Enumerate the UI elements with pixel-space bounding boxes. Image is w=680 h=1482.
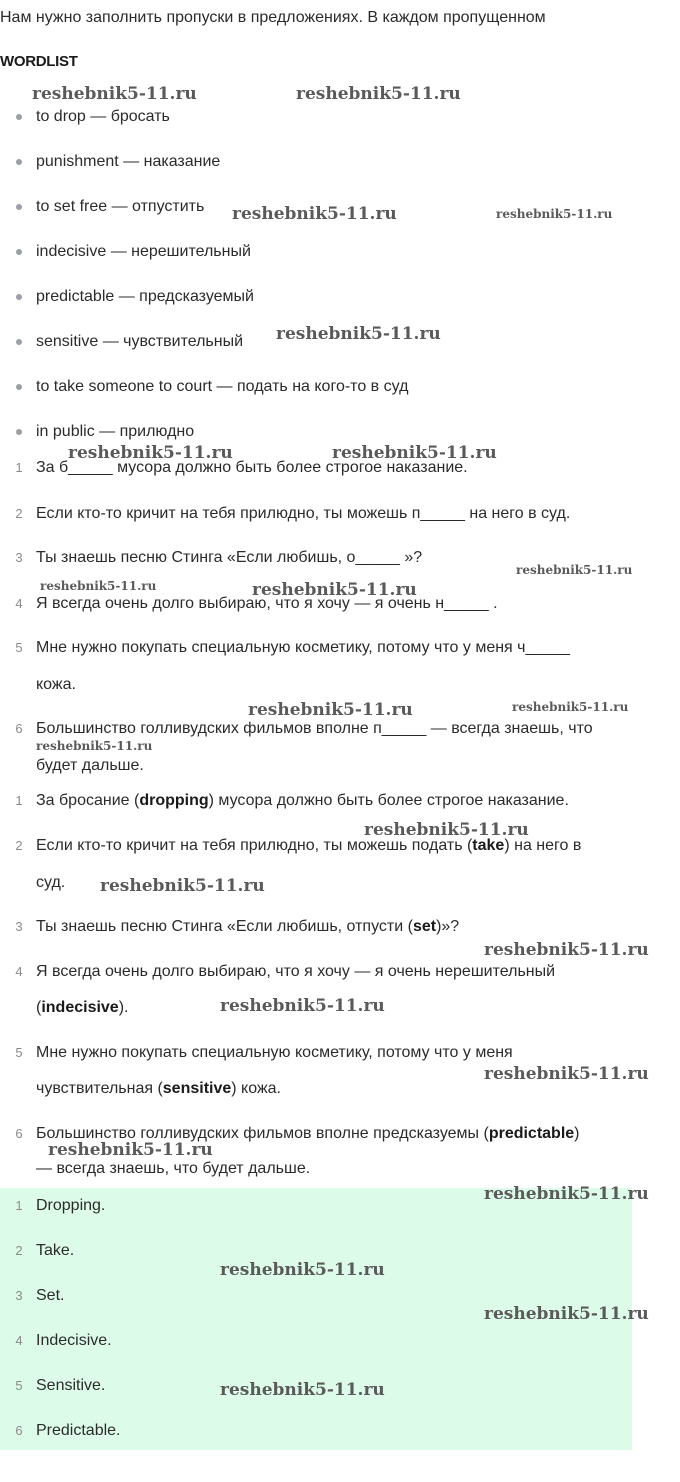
watermark: reshebnik5-11.ru xyxy=(220,1260,385,1280)
answer-word: set xyxy=(412,918,437,935)
task-item: Я всегда очень долго выбираю, что я хочу — я очень н_____ . xyxy=(36,595,498,612)
task-item: Если кто-то кричит на тебя прилюдно, ты можешь п_____ на него в суд. xyxy=(36,505,571,522)
watermark: reshebnik5-11.ru xyxy=(68,443,233,463)
wordlist-item: to set free — отпустить xyxy=(36,198,205,215)
wordlist-item: to drop — бросать xyxy=(36,108,170,125)
bullet-icon xyxy=(16,384,22,390)
translation-item-continuation: чувствительная (sensitive) кожа. xyxy=(36,1080,281,1097)
watermark: reshebnik5-11.ru xyxy=(248,700,413,720)
item-number: 3 xyxy=(15,550,23,565)
item-number: 6 xyxy=(15,721,23,736)
item-number: 6 xyxy=(15,1423,23,1438)
task-item: Ты знаешь песню Стинга «Если любишь, о_____ »? xyxy=(36,549,423,566)
intro-text: Нам нужно заполнить пропуски в предложениях. В каждом пропущенном xyxy=(0,9,546,26)
item-number: 5 xyxy=(15,640,23,655)
watermark: reshebnik5-11.ru xyxy=(100,876,265,896)
item-number: 1 xyxy=(15,793,23,808)
item-number: 3 xyxy=(15,919,23,934)
item-number: 4 xyxy=(15,1333,23,1348)
watermark: reshebnik5-11.ru xyxy=(232,204,397,224)
item-number: 1 xyxy=(15,460,23,475)
answer-item: Predictable. xyxy=(36,1422,121,1439)
item-number: 2 xyxy=(15,1243,23,1258)
watermark: reshebnik5-11.ru xyxy=(512,700,629,714)
item-number: 1 xyxy=(15,1198,23,1213)
bullet-icon xyxy=(16,429,22,435)
translation-item: Если кто-то кричит на тебя прилюдно, ты можешь подать (take) на него в xyxy=(36,837,582,854)
watermark: reshebnik5-11.ru xyxy=(32,84,197,104)
translation-item-continuation: — всегда знаешь, что будет дальше. xyxy=(36,1160,311,1177)
watermark: reshebnik5-11.ru xyxy=(332,443,497,463)
wordlist-heading: WORDLIST xyxy=(0,53,78,70)
bullet-icon xyxy=(16,249,22,255)
watermark: reshebnik5-11.ru xyxy=(252,580,417,600)
translation-item: Мне нужно покупать специальную косметику, потому что у меня xyxy=(36,1044,513,1061)
bullet-icon xyxy=(16,294,22,300)
wordlist-item: predictable — предсказуемый xyxy=(36,288,254,305)
item-number: 3 xyxy=(15,1288,23,1303)
wordlist-item: indecisive — нерешительный xyxy=(36,243,251,260)
bullet-icon xyxy=(16,339,22,345)
wordlist-item: punishment — наказание xyxy=(36,153,221,170)
task-item-continuation: будет дальше. xyxy=(36,757,144,774)
translation-item: За бросание (dropping) мусора должно быть более строгое наказание. xyxy=(36,792,569,809)
item-number: 5 xyxy=(15,1045,23,1060)
answer-item: Set. xyxy=(36,1287,65,1304)
item-number: 6 xyxy=(15,1126,23,1141)
watermark: reshebnik5-11.ru xyxy=(496,207,613,221)
watermark: reshebnik5-11.ru xyxy=(516,563,633,577)
item-number: 2 xyxy=(15,838,23,853)
task-item: Большинство голливудских фильмов вполне п_____ — всегда знаешь, что xyxy=(36,720,593,737)
answer-word: take xyxy=(472,837,505,854)
item-number: 2 xyxy=(15,506,23,521)
task-item: Мне нужно покупать специальную косметику, потому что у меня ч_____ xyxy=(36,639,570,656)
answer-item: Sensitive. xyxy=(36,1377,106,1394)
item-number: 5 xyxy=(15,1378,23,1393)
answer-item: Take. xyxy=(36,1242,75,1259)
answer-item: Indecisive. xyxy=(36,1332,112,1349)
item-number: 4 xyxy=(15,964,23,979)
watermark: reshebnik5-11.ru xyxy=(40,579,157,593)
watermark: reshebnik5-11.ru xyxy=(484,940,649,960)
wordlist-item: in public — прилюдно xyxy=(36,423,195,440)
task-item-continuation: кожа. xyxy=(36,676,76,693)
watermark: reshebnik5-11.ru xyxy=(364,820,529,840)
answer-word: dropping xyxy=(139,792,209,809)
wordlist-item: sensitive — чувствительный xyxy=(36,333,244,350)
bullet-icon xyxy=(16,114,22,120)
answer-item: Dropping. xyxy=(36,1197,106,1214)
translation-item: Я всегда очень долго выбираю, что я хочу — я очень нерешительный xyxy=(36,963,556,980)
task-item: За б_____ мусора должно быть более строгое наказание. xyxy=(36,459,468,476)
watermark: reshebnik5-11.ru xyxy=(484,1184,649,1204)
bullet-icon xyxy=(16,204,22,210)
watermark: reshebnik5-11.ru xyxy=(484,1064,649,1084)
translation-item: Ты знаешь песню Стинга «Если любишь, отпусти (set)»? xyxy=(36,918,460,935)
answer-word: sensitive xyxy=(162,1080,232,1097)
watermark: reshebnik5-11.ru xyxy=(48,1140,213,1160)
wordlist-item: to take someone to court — подать на кого-то в суд xyxy=(36,378,409,395)
watermark: reshebnik5-11.ru xyxy=(220,996,385,1016)
answer-word: predictable xyxy=(488,1125,575,1142)
bullet-icon xyxy=(16,159,22,165)
watermark: reshebnik5-11.ru xyxy=(296,84,461,104)
watermark: reshebnik5-11.ru xyxy=(484,1304,649,1324)
translation-item-continuation: (indecisive). xyxy=(36,999,129,1016)
answer-word: indecisive xyxy=(41,999,119,1016)
watermark: reshebnik5-11.ru xyxy=(276,324,441,344)
watermark: reshebnik5-11.ru xyxy=(36,739,153,753)
translation-item-continuation: суд. xyxy=(36,874,66,891)
watermark: reshebnik5-11.ru xyxy=(220,1380,385,1400)
translation-item: Большинство голливудских фильмов вполне предсказуемы (predictable) xyxy=(36,1125,580,1142)
item-number: 4 xyxy=(15,596,23,611)
